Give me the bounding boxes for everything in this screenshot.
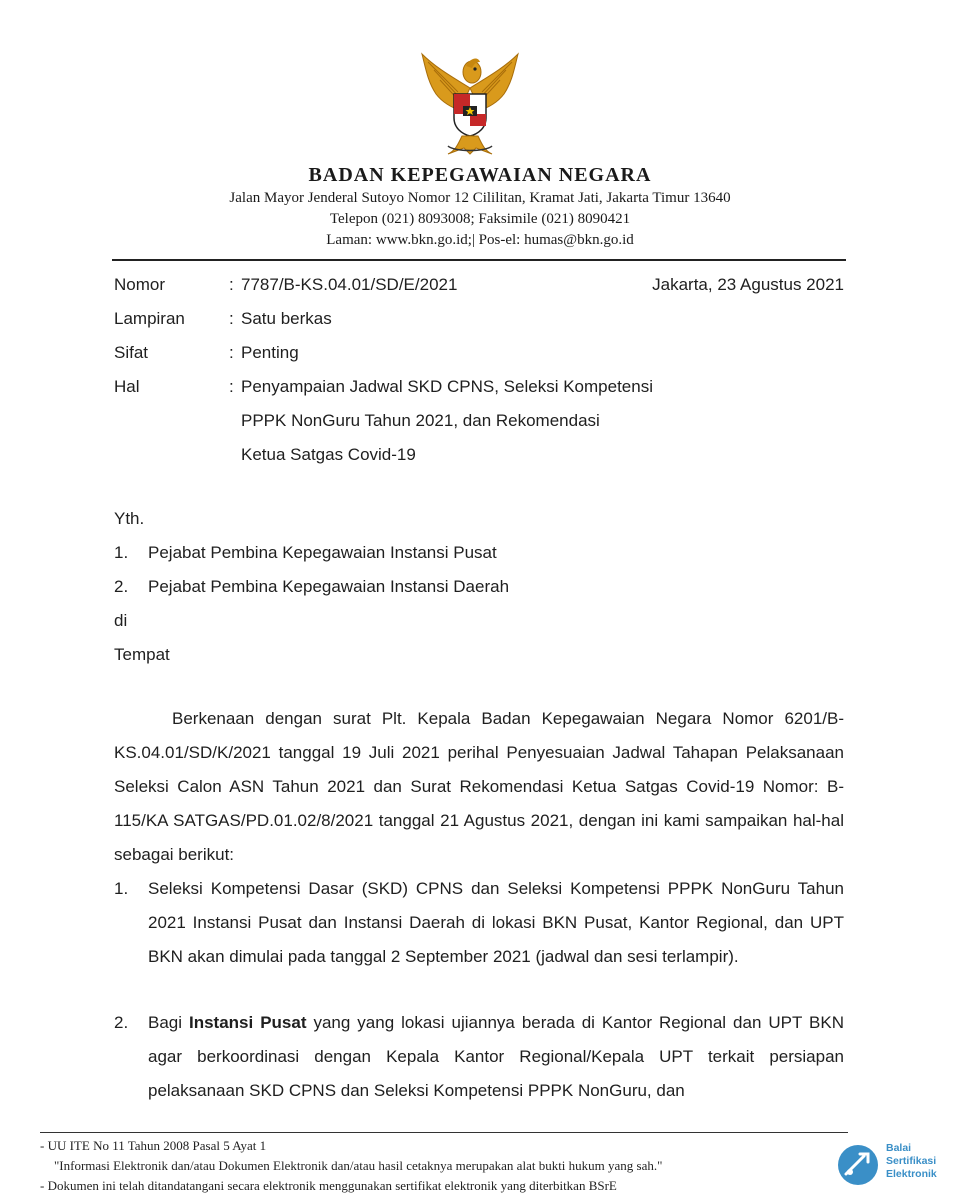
agency-web: Laman: www.bkn.go.id;| Pos-el: humas@bkn.go.id	[326, 232, 634, 248]
bsre-text	[886, 1142, 937, 1181]
list-item	[114, 570, 814, 604]
point-text-pre: Bagi	[148, 1013, 183, 1032]
sifat-label: Sifat	[114, 343, 149, 362]
colon: :	[229, 309, 234, 328]
letterhead	[0, 162, 960, 251]
nomor-value: 7787/B-KS.04.01/SD/E/2021	[241, 275, 458, 294]
agency-name: BADAN KEPEGAWAIAN NEGARA	[308, 164, 652, 186]
nomor-label: Nomor	[114, 275, 166, 294]
item-text: Pejabat Pembina Kepegawaian Instansi Pusat	[148, 543, 497, 562]
addressee-di: di	[114, 611, 128, 630]
item-number: 1.	[114, 543, 129, 562]
letter-date: Jakarta, 23 Agustus 2021	[652, 275, 844, 294]
colon: :	[229, 343, 234, 362]
point-text: Seleksi Kompetensi Dasar (SKD) CPNS dan Seleksi Kompetensi PPPK NonGuru Tahun 2021 Instansi Pusat dan Instansi Daerah di lokasi BKN Pusat, Kantor Regional, dan UPT BKN akan dimulai pada tanggal 2 September 2021 (jadwal dan sesi terlampir).	[148, 879, 844, 966]
meta-hal-cont	[114, 438, 844, 472]
hal-line-2: PPPK NonGuru Tahun 2021, dan Rekomendasi	[241, 411, 600, 430]
point-1	[114, 872, 844, 974]
point-2	[114, 1006, 844, 1108]
meta-hal-cont	[114, 404, 844, 438]
meta-hal	[114, 370, 844, 404]
letterhead-divider	[112, 259, 846, 261]
meta-lampiran	[114, 302, 844, 336]
footer-esign: - Dokumen ini telah ditandatangani secara elektronik menggunakan sertifikat elektronik yang diterbitkan BSrE	[40, 1178, 617, 1193]
addressee-block	[114, 502, 814, 672]
bsre-icon	[834, 1140, 884, 1190]
garuda-emblem-icon	[418, 48, 522, 158]
bsre-logo	[834, 1140, 954, 1192]
meta-nomor	[114, 268, 844, 302]
point-text-post: yang yang lokasi ujiannya berada di Kantor Regional dan UPT BKN agar berkoordinasi dengan Kepala Kantor Regional/Kepala UPT terkait persiapan pelaksanaan SKD CPNS dan Seleksi Kompetensi PPPK NonGuru, dan	[148, 1013, 844, 1100]
footer-law: - UU ITE No 11 Tahun 2008 Pasal 5 Ayat 1	[40, 1138, 267, 1153]
list-item	[114, 536, 814, 570]
bsre-line-3: Elektronik	[886, 1168, 937, 1180]
footer-notes	[40, 1136, 840, 1196]
agency-address: Jalan Mayor Jenderal Sutoyo Nomor 12 Cililitan, Kramat Jati, Jakarta Timur 13640	[229, 190, 731, 206]
colon: :	[229, 377, 234, 396]
footer-divider	[40, 1132, 848, 1133]
bsre-line-1: Balai	[886, 1142, 912, 1154]
letter-meta	[114, 268, 844, 472]
colon: :	[229, 275, 234, 294]
intro-paragraph: Berkenaan dengan surat Plt. Kepala Badan Kepegawaian Negara Nomor 6201/B-KS.04.01/SD/K/2021 tanggal 19 Juli 2021 perihal Penyesuaian Jadwal Tahapan Pelaksanaan Seleksi Calon ASN Tahun 2021 dan Surat Rekomendasi Ketua Satgas Covid-19 Nomor: B-115/KA SATGAS/PD.01.02/8/2021 tanggal 21 Agustus 2021, dengan ini kami sampaikan hal-hal sebagai berikut:	[114, 709, 844, 864]
agency-phone: Telepon (021) 8093008; Faksimile (021) 8090421	[329, 211, 631, 227]
point-text	[148, 1006, 844, 1108]
addressee-tempat: Tempat	[114, 645, 170, 664]
lampiran-value: Satu berkas	[241, 309, 332, 328]
hal-line-3: Ketua Satgas Covid-19	[241, 445, 416, 464]
item-number: 2.	[114, 577, 129, 596]
body-intro	[114, 702, 844, 872]
hal-label: Hal	[114, 377, 140, 396]
bsre-line-2: Sertifikasi	[886, 1155, 937, 1167]
sifat-value: Penting	[241, 343, 299, 362]
point-text-bold: Instansi Pusat	[189, 1013, 307, 1032]
hal-line-1: Penyampaian Jadwal SKD CPNS, Seleksi Kompetensi	[241, 377, 653, 396]
item-text: Pejabat Pembina Kepegawaian Instansi Daerah	[148, 577, 510, 596]
point-number: 1.	[114, 879, 129, 898]
yth: Yth.	[114, 509, 145, 528]
point-number: 2.	[114, 1013, 129, 1032]
meta-sifat	[114, 336, 844, 370]
footer-quote: "Informasi Elektronik dan/atau Dokumen Elektronik dan/atau hasil cetaknya merupakan alat bukti hukum yang sah."	[54, 1158, 663, 1173]
lampiran-label: Lampiran	[114, 309, 185, 328]
